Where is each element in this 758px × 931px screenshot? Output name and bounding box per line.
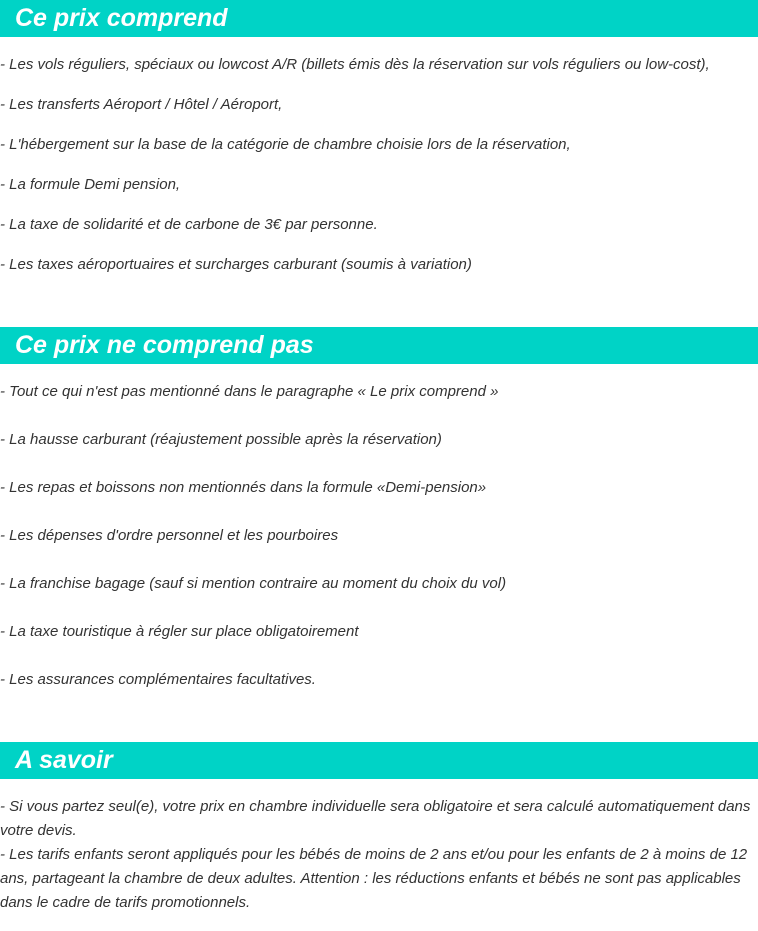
section-header-good-to-know — [0, 742, 758, 779]
section-title-not-included: Ce prix ne comprend pas — [15, 331, 314, 359]
included-item: - Les vols réguliers, spéciaux ou lowcost A/R (billets émis dès la réservation sur vols réguliers ou low-cost), — [0, 56, 710, 73]
good-to-know-item: - Si vous partez seul(e), votre prix en chambre individuelle sera obligatoire et sera calculé automatiquement dans votre devis. — [0, 798, 751, 839]
good-to-know-item: - Les tarifs enfants seront appliqués pour les bébés de moins de 2 ans et/ou pour les enfants de 2 à moins de 12 ans, partageant la chambre de deux adultes. Attention : les réductions enfants et bébés ne sont pas applicables dans le cadre de tarifs promotionnels. — [0, 846, 748, 911]
included-item: - La taxe de solidarité et de carbone de 3€ par personne. — [0, 216, 378, 233]
not-included-item: - Les assurances complémentaires facultatives. — [0, 671, 316, 688]
not-included-item: - Tout ce qui n'est pas mentionné dans le paragraphe « Le prix comprend » — [0, 383, 499, 400]
not-included-item: - Les repas et boissons non mentionnés dans la formule «Demi-pension» — [0, 479, 487, 496]
included-item: - L'hébergement sur la base de la catégorie de chambre choisie lors de la réservation, — [0, 136, 571, 153]
not-included-item: - La hausse carburant (réajustement possible après la réservation) — [0, 431, 442, 448]
included-item: - Les transferts Aéroport / Hôtel / Aéroport, — [0, 96, 283, 113]
section-title-included: Ce prix comprend — [15, 4, 228, 32]
section-header-not-included — [0, 327, 758, 364]
section-header-included — [0, 0, 758, 37]
section-title-good-to-know: A savoir — [15, 746, 113, 774]
not-included-item: - La franchise bagage (sauf si mention contraire au moment du choix du vol) — [0, 575, 507, 592]
not-included-item: - La taxe touristique à régler sur place obligatoirement — [0, 623, 359, 640]
included-item: - La formule Demi pension, — [0, 176, 181, 193]
included-item: - Les taxes aéroportuaires et surcharges carburant (soumis à variation) — [0, 256, 472, 273]
not-included-item: - Les dépenses d'ordre personnel et les pourboires — [0, 527, 339, 544]
